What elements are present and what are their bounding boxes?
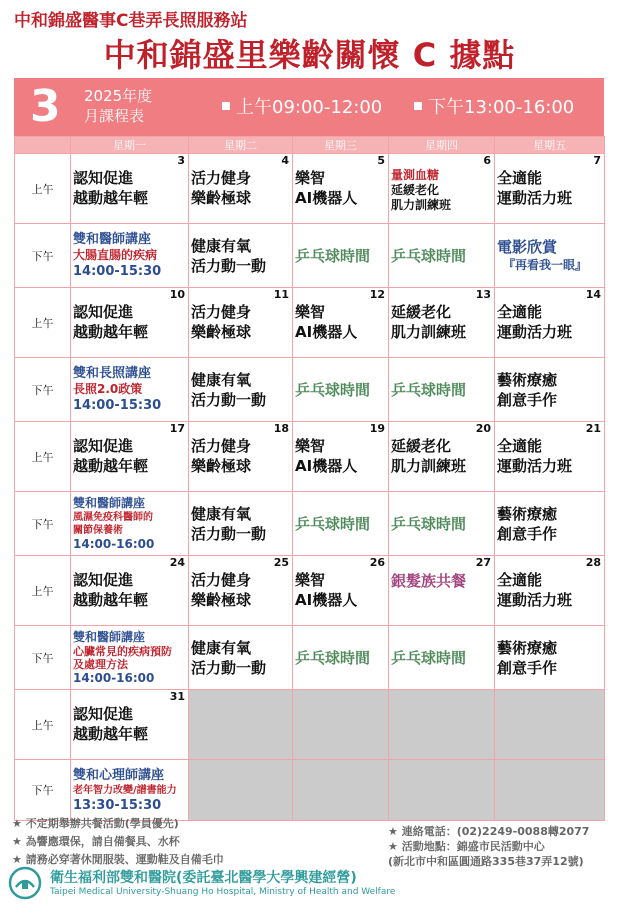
class-name: 創意手作 — [497, 658, 558, 677]
schedule-cell — [71, 690, 189, 760]
date-number: 10 — [169, 288, 185, 301]
date-number: 14 — [585, 288, 601, 301]
class-name: 電影欣賞 — [497, 238, 558, 256]
pm-label: 下午 — [15, 224, 71, 288]
date-number: 6 — [483, 154, 491, 167]
lecture-topic: 長照2.0政策 — [73, 382, 143, 396]
class-name: 延緩老化 — [391, 437, 452, 455]
class-name: 樂齡極球 — [191, 189, 252, 207]
date-number: 12 — [369, 288, 385, 301]
lecture-topic: 心臟常見的疾病預防 — [73, 644, 172, 658]
schedule-cell — [293, 288, 389, 358]
weekday-header: 星期四 — [389, 137, 495, 154]
hospital-footer — [8, 866, 396, 902]
class-name: 藝術療癒 — [497, 370, 558, 389]
hospital-name: 衛生福利部雙和醫院(委託臺北醫學大學興建經營) — [50, 870, 357, 886]
class-name: 量測血糖 — [391, 168, 440, 182]
schedule-cell — [71, 288, 189, 358]
class-name: AI機器人 — [295, 323, 358, 341]
hospital-logo-icon — [8, 866, 42, 900]
lecture-time: 14:00-15:30 — [73, 264, 162, 279]
afternoon-hours-text: 下午13:00-16:00 — [428, 97, 575, 118]
schedule-cell — [495, 288, 605, 358]
date-number: 17 — [169, 422, 185, 435]
class-name: 運動活力班 — [497, 189, 573, 207]
pm-label: 下午 — [15, 492, 71, 556]
pm-label: 下午 — [15, 626, 71, 690]
class-name: AI機器人 — [295, 457, 358, 475]
lecture-time: 14:00-15:30 — [73, 398, 162, 413]
class-name: 全適能 — [497, 169, 543, 187]
date-number: 18 — [273, 422, 289, 435]
class-name: 藝術療癒 — [497, 504, 558, 523]
class-name: 活力健身 — [191, 437, 252, 455]
lecture-topic: 及處理方法 — [73, 657, 128, 671]
class-name: 藝術療癒 — [497, 638, 558, 657]
class-name: 樂齡極球 — [191, 323, 252, 341]
weekday-header: 星期二 — [189, 137, 293, 154]
schedule-cell — [189, 626, 293, 690]
schedule-cell — [71, 760, 189, 821]
square-bullet-icon — [222, 102, 230, 110]
page-title: 中和錦盛里樂齡關懷 C 據點 — [103, 36, 516, 74]
schedule-cell — [389, 358, 495, 422]
class-name: 樂智 — [295, 437, 326, 455]
month-number: 3 — [30, 81, 61, 132]
class-name: 乒乓球時間 — [295, 380, 371, 399]
class-name: 健康有氧 — [191, 370, 252, 389]
schedule-cell — [71, 556, 189, 626]
schedule-cell — [189, 422, 293, 492]
class-name: 健康有氧 — [191, 504, 252, 523]
lecture-topic: 大腸直腸的疾病 — [73, 248, 158, 262]
am-label: 上午 — [15, 154, 71, 224]
hospital-english-name: Taipei Medical University-Shuang Ho Hospital, Ministry of Health and Welfare — [50, 887, 396, 897]
date-number: 28 — [585, 556, 601, 569]
schedule-cell — [495, 422, 605, 492]
class-name: 越動越年輕 — [73, 323, 149, 341]
class-name: 認知促進 — [73, 571, 134, 589]
class-name: 活力健身 — [191, 571, 252, 589]
week-3-pm-row — [15, 492, 605, 556]
closed-cell — [293, 690, 389, 760]
pm-label: 下午 — [15, 760, 71, 821]
class-name: 運動活力班 — [497, 457, 573, 475]
morning-hours-text: 上午09:00-12:00 — [236, 97, 383, 118]
lecture-title: 雙和長照講座 — [73, 366, 152, 381]
class-name: 認知促進 — [73, 169, 134, 187]
schedule-cell — [495, 224, 605, 288]
schedule-cell — [293, 358, 389, 422]
closed-cell — [495, 760, 605, 821]
year-text: 2025年度 — [84, 87, 153, 105]
class-name: 樂智 — [295, 571, 326, 589]
class-name: 活力動一動 — [191, 390, 267, 409]
class-name: 乒乓球時間 — [295, 648, 371, 667]
movie-title: 『再看我一眼』 — [503, 258, 588, 272]
schedule-cell — [389, 626, 495, 690]
class-name: 全適能 — [497, 303, 543, 321]
morning-hours — [222, 93, 382, 119]
date-number: 5 — [377, 154, 385, 167]
closed-cell — [495, 690, 605, 760]
week-4-pm-row — [15, 626, 605, 690]
class-name: 活力動一動 — [191, 524, 267, 543]
am-label: 上午 — [15, 690, 71, 760]
lecture-title: 雙和醫師講座 — [73, 629, 146, 644]
schedule-cell — [71, 626, 189, 690]
date-number: 21 — [585, 422, 601, 435]
class-name: 樂智 — [295, 169, 326, 187]
date-number: 27 — [475, 556, 491, 569]
contact-address: (新北市中和區圓通路335巷37弄12號) — [388, 855, 584, 868]
class-name: 延緩老化 — [391, 303, 452, 321]
schedule-cell — [495, 358, 605, 422]
class-name: 創意手作 — [497, 524, 558, 543]
schedule-cell — [71, 224, 189, 288]
schedule-cell — [71, 422, 189, 492]
class-name: 乒乓球時間 — [391, 246, 467, 265]
lecture-title: 雙和醫師講座 — [73, 495, 146, 510]
week-5-am-row — [15, 690, 605, 760]
class-name: 越動越年輕 — [73, 725, 149, 743]
weekday-header-row — [15, 137, 605, 154]
date-number: 11 — [273, 288, 289, 301]
class-name: 銀髮族共餐 — [391, 572, 467, 590]
schedule-cell — [189, 154, 293, 224]
class-name: 乒乓球時間 — [391, 380, 467, 399]
class-name: AI機器人 — [295, 591, 358, 609]
schedule-cell — [293, 422, 389, 492]
closed-cell — [189, 760, 293, 821]
note-item: ★ 請務必穿著休閒服裝、運動鞋及自備毛巾 — [12, 853, 224, 866]
class-name: 乒乓球時間 — [391, 648, 467, 667]
note-item: ★ 不定期舉辦共餐活動(學員優先) — [12, 817, 179, 830]
schedule-cell — [293, 556, 389, 626]
contact-place: ★ 活動地點：錦盛市民活動中心 — [388, 840, 545, 853]
schedule-cell — [293, 626, 389, 690]
class-name: AI機器人 — [295, 189, 358, 207]
lecture-topic: 老年智力改變/譜書能力 — [73, 784, 177, 796]
date-number: 19 — [369, 422, 385, 435]
class-name: 乒乓球時間 — [295, 514, 371, 533]
weekday-header: 星期一 — [71, 137, 189, 154]
schedule-cell — [71, 492, 189, 556]
class-name: 活力健身 — [191, 169, 252, 187]
weekday-header: 星期五 — [495, 137, 605, 154]
date-number: 13 — [475, 288, 491, 301]
schedule-cell — [495, 626, 605, 690]
closed-cell — [389, 760, 495, 821]
closed-cell — [189, 690, 293, 760]
afternoon-hours — [414, 93, 574, 119]
class-name: 認知促進 — [73, 437, 134, 455]
date-number: 7 — [593, 154, 601, 167]
class-name: 越動越年輕 — [73, 457, 149, 475]
year-label — [84, 86, 152, 126]
date-number: 3 — [177, 154, 185, 167]
schedule-cell — [71, 154, 189, 224]
date-number: 26 — [369, 556, 385, 569]
schedule-label: 月課程表 — [84, 107, 145, 125]
schedule-cell — [495, 154, 605, 224]
organization-name: 中和錦盛醫事C巷弄長照服務站 — [14, 11, 248, 31]
class-name: 乒乓球時間 — [295, 246, 371, 265]
square-bullet-icon — [414, 102, 422, 110]
class-name: 運動活力班 — [497, 323, 573, 341]
schedule-table — [14, 136, 605, 821]
class-name: 肌力訓練班 — [391, 457, 467, 475]
class-name: 認知促進 — [73, 705, 134, 723]
schedule-cell — [189, 224, 293, 288]
class-name: 越動越年輕 — [73, 189, 149, 207]
schedule-cell — [389, 224, 495, 288]
contact-info — [388, 824, 589, 869]
am-label: 上午 — [15, 422, 71, 492]
schedule-cell — [189, 288, 293, 358]
lecture-title: 雙和醫師講座 — [73, 232, 152, 247]
class-name: 活力動一動 — [191, 256, 267, 275]
class-name: 活力健身 — [191, 303, 252, 321]
date-number: 4 — [281, 154, 289, 167]
am-label: 上午 — [15, 288, 71, 358]
contact-phone: ★ 連絡電話：(02)2249-0088轉2077 — [388, 825, 590, 838]
date-number: 24 — [169, 556, 185, 569]
schedule-cell — [389, 492, 495, 556]
class-name: 活力動一動 — [191, 658, 267, 677]
notes — [12, 815, 224, 869]
class-name: 乒乓球時間 — [391, 514, 467, 533]
date-number: 20 — [475, 422, 491, 435]
week-3-am-row — [15, 422, 605, 492]
schedule-cell — [293, 224, 389, 288]
schedule-cell — [389, 154, 495, 224]
lecture-topic: 風濕免疫科醫師的 — [73, 511, 153, 523]
week-2-pm-row — [15, 358, 605, 422]
class-name: 運動活力班 — [497, 591, 573, 609]
schedule-cell — [495, 492, 605, 556]
header-corner — [15, 137, 71, 154]
schedule-cell — [71, 358, 189, 422]
class-name: 延緩老化 — [391, 183, 440, 197]
class-name: 樂齡極球 — [191, 457, 252, 475]
schedule-cell — [189, 358, 293, 422]
closed-cell — [389, 690, 495, 760]
schedule-cell — [495, 556, 605, 626]
class-name: 健康有氧 — [191, 638, 252, 657]
schedule-cell — [389, 422, 495, 492]
class-name: 樂齡極球 — [191, 591, 252, 609]
date-number: 31 — [169, 690, 185, 703]
class-name: 肌力訓練班 — [391, 198, 452, 212]
schedule-cell — [293, 154, 389, 224]
class-name: 肌力訓練班 — [391, 323, 467, 341]
schedule-cell — [189, 492, 293, 556]
weekday-header: 星期三 — [293, 137, 389, 154]
week-1-pm-row — [15, 224, 605, 288]
lecture-time: 13:30-15:30 — [73, 797, 162, 813]
class-name: 全適能 — [497, 571, 543, 589]
class-name: 創意手作 — [497, 390, 558, 409]
week-1-am-row — [15, 154, 605, 224]
class-name: 健康有氧 — [191, 236, 252, 255]
schedule-cell — [189, 556, 293, 626]
closed-cell — [293, 760, 389, 821]
class-name: 全適能 — [497, 437, 543, 455]
week-2-am-row — [15, 288, 605, 358]
lecture-title: 雙和心理師講座 — [73, 767, 165, 783]
schedule-cell — [293, 492, 389, 556]
pm-label: 下午 — [15, 358, 71, 422]
am-label: 上午 — [15, 556, 71, 626]
lecture-time: 14:00-16:00 — [73, 670, 155, 685]
schedule-cell — [389, 556, 495, 626]
lecture-topic: 關節保養術 — [73, 524, 123, 536]
class-name: 越動越年輕 — [73, 591, 149, 609]
week-5-pm-row — [15, 760, 605, 821]
schedule-banner — [14, 78, 604, 136]
note-item: ★ 為響應環保，請自備餐具、水杯 — [12, 835, 180, 848]
class-name: 認知促進 — [73, 303, 134, 321]
class-name: 樂智 — [295, 303, 326, 321]
date-number: 25 — [273, 556, 289, 569]
week-4-am-row — [15, 556, 605, 626]
lecture-time: 14:00-16:00 — [73, 536, 155, 551]
schedule-cell — [389, 288, 495, 358]
